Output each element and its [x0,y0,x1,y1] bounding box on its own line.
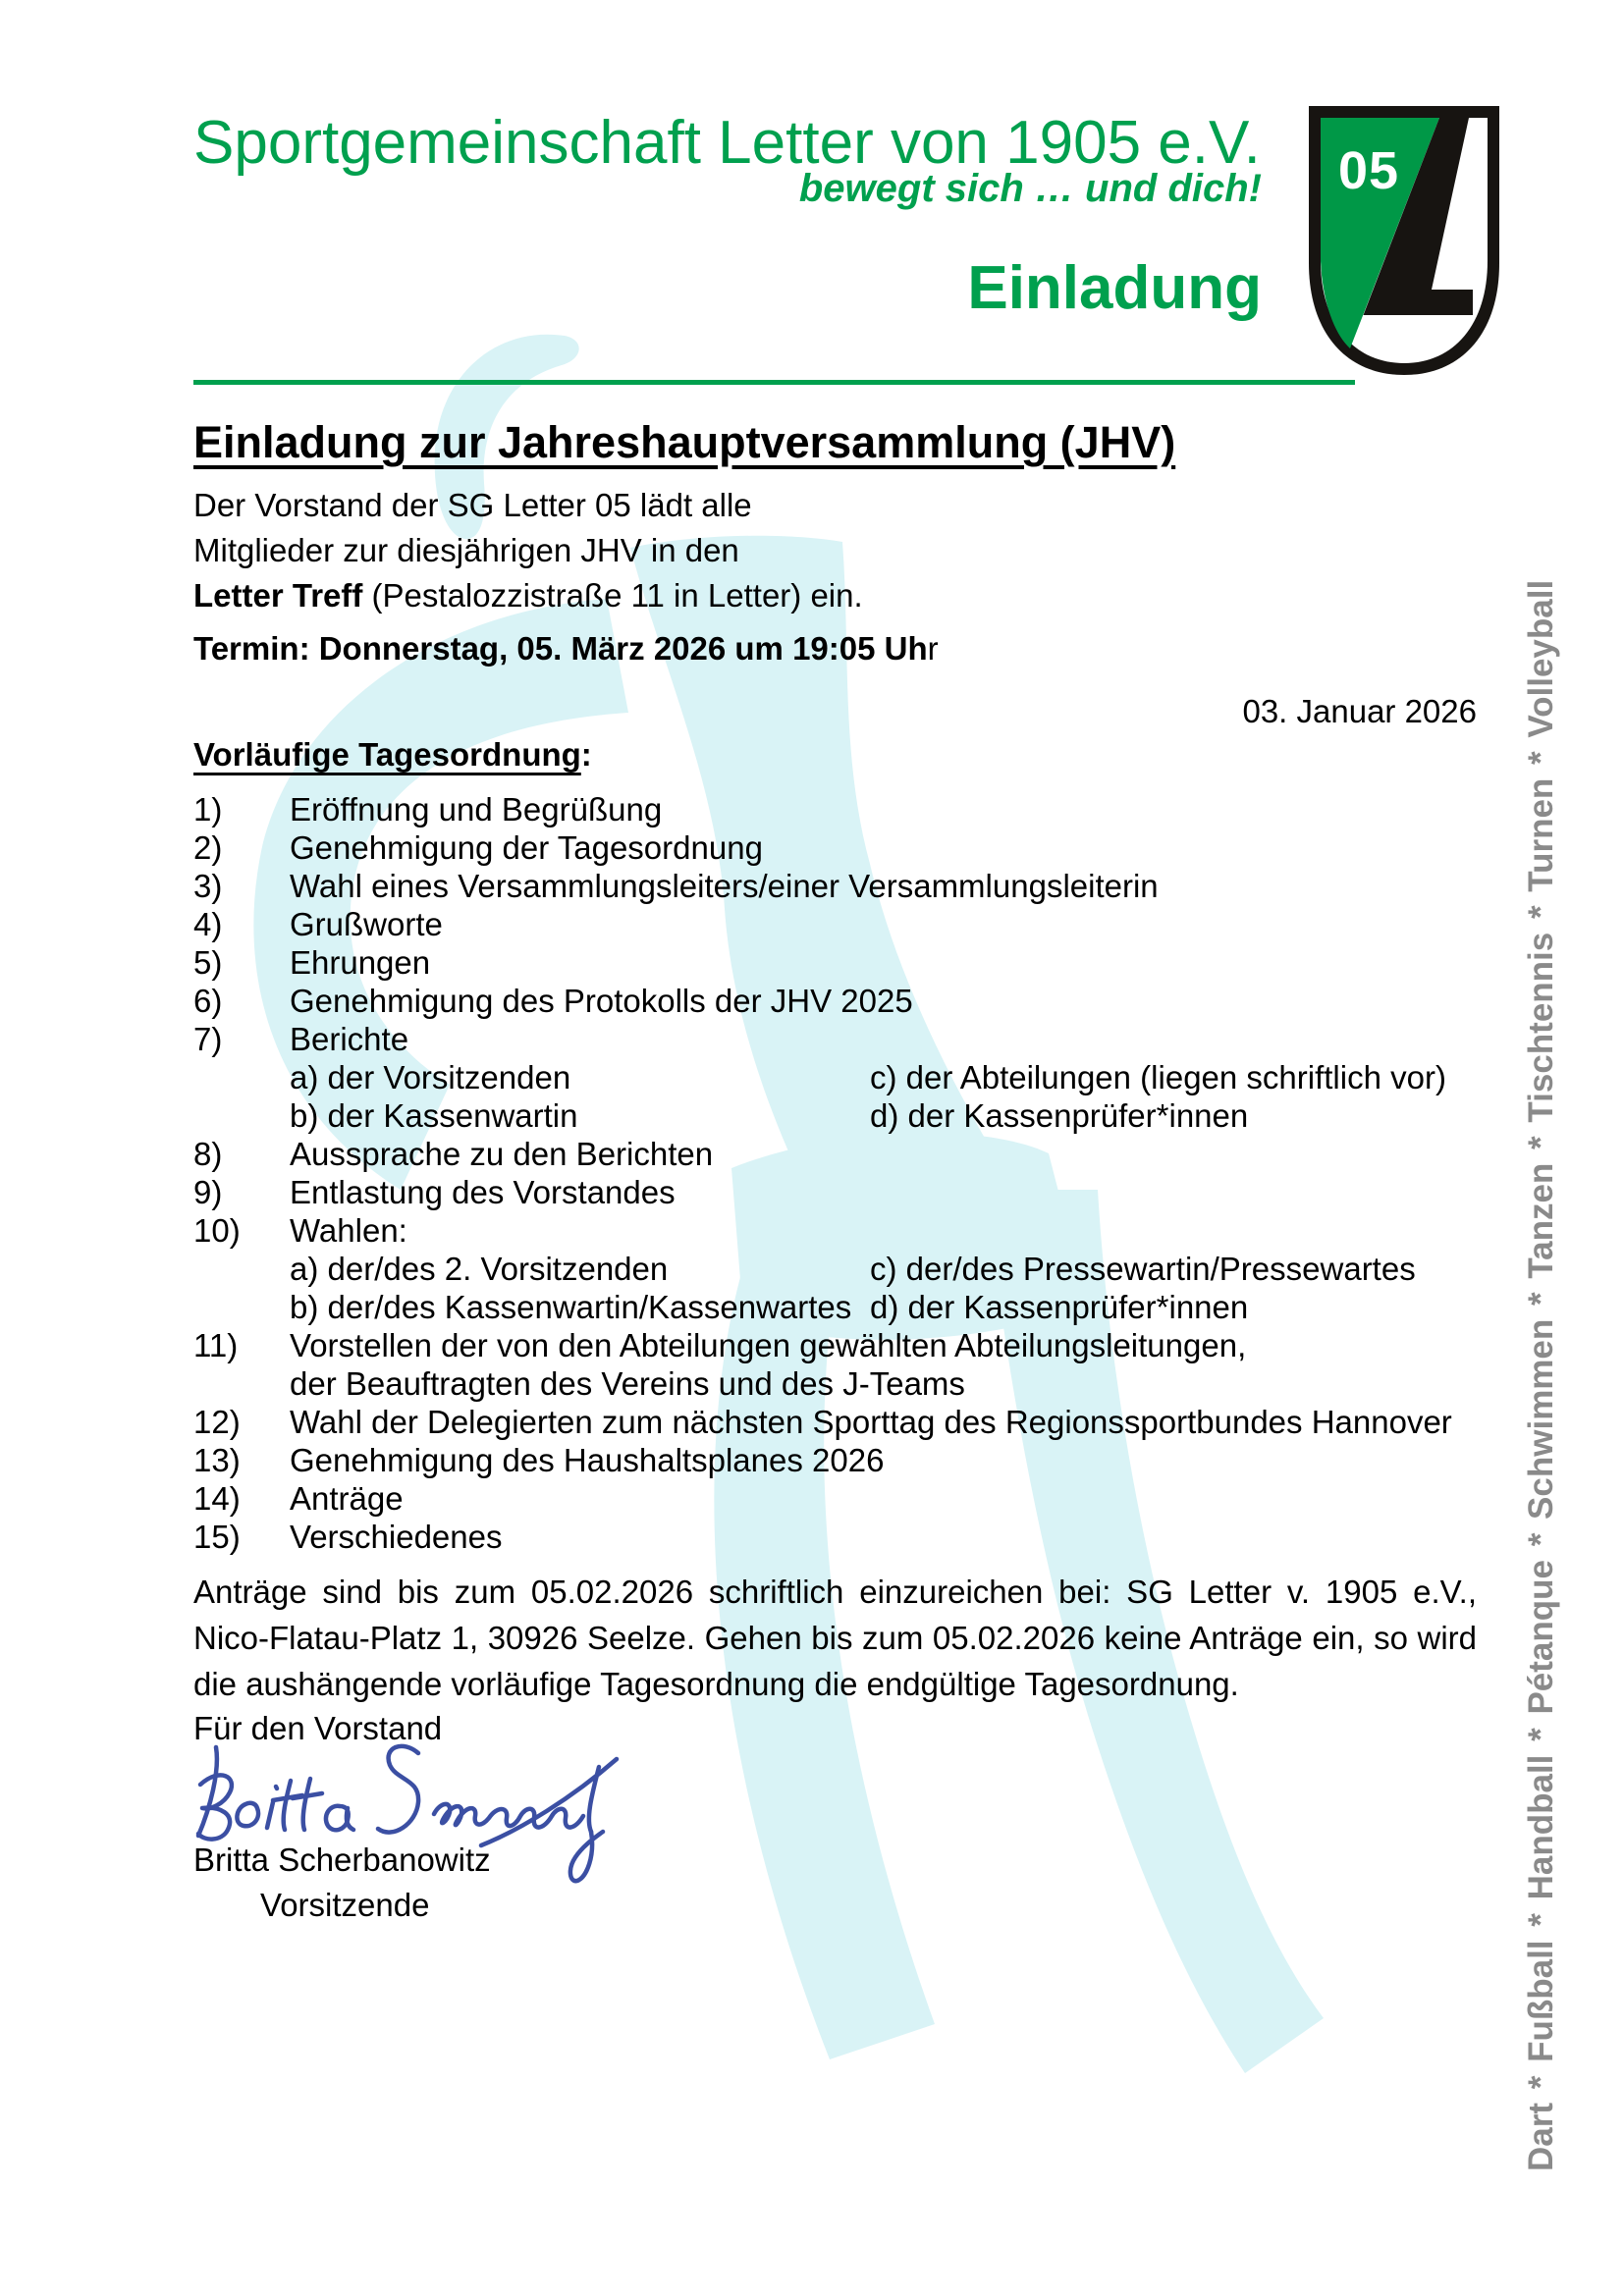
agenda-item: 2) Genehmigung der Tagesordnung [193,829,763,866]
agenda-item-continuation: der Beauftragten des Vereins und des J-Teams [290,1365,965,1402]
agenda-subitem-row: b) der/des Kassenwartin/Kassenwartes d) der Kassenprüfer*innen [290,1289,1249,1325]
agenda-item: 14) Anträge [193,1480,404,1517]
club-name: Sportgemeinschaft Letter von 1905 e.V. [193,109,1261,177]
agenda-heading: Vorläufige Tagesordnung: [193,736,592,773]
intro-line-2: Mitglieder zur diesjährigen JHV in den [193,532,739,568]
intro-line-1: Der Vorstand der SG Letter 05 lädt alle [193,487,752,523]
agenda-item: 15) Verschiedenes [193,1519,503,1555]
agenda-item: 6) Genehmigung des Protokolls der JHV 2025 [193,983,913,1019]
signer-name: Britta Scherbanowitz [193,1842,491,1878]
agenda-item: 10) Wahlen: [193,1212,407,1249]
agenda-item: 5) Ehrungen [193,944,431,981]
page-title: Einladung zur Jahreshauptversammlung (JHV) [193,417,1176,467]
intro-block [193,483,863,618]
sports-sidebar-text: Dart * Fußball * Handball * Pétanque * Schwimmen * Tanzen * Tischtennis * Turnen * Volleyball [1522,579,1560,2171]
venue-address: (Pestalozzistraße 11 in Letter) ein. [362,577,863,614]
club-slogan: bewegt sich … und dich! [798,167,1262,210]
agenda-subitem-row: b) der Kassenwartin d) der Kassenprüfer*innen [290,1097,1249,1134]
doc-type-heading: Einladung [967,254,1262,322]
meeting-date-line: Termin: Donnerstag, 05. März 2026 um 19:05 Uhr [193,630,939,667]
agenda-item: 13) Genehmigung des Haushaltsplanes 2026 [193,1442,885,1478]
agenda-item: 7) Berichte [193,1021,409,1057]
motions-paragraph: Anträge sind bis zum 05.02.2026 schriftlich einzureichen bei: SG Letter v. 1905 e.V., Nico-Flatau-Platz 1, 30926 Seelze. Gehen bis zum 05.02.2026 keine Anträge ein, so wird die aushängende vorläufige Tagesordnung die endgültige Tagesordnung. [193,1574,1477,1702]
agenda-item: 1) Eröffnung und Begrüßung [193,791,663,828]
agenda-item: 12) Wahl der Delegierten zum nächsten Sporttag des Regionssportbundes Hannover [193,1404,1452,1440]
header-divider [193,380,1355,385]
agenda-subitem-row: a) der Vorsitzenden c) der Abteilungen (liegen schriftlich vor) [290,1059,1446,1095]
agenda-item: 8) Aussprache zu den Berichten [193,1136,714,1172]
agenda-item: 9) Entlastung des Vorstandes [193,1174,676,1210]
letter-date: 03. Januar 2026 [1242,693,1477,729]
agenda-subitem-row: a) der/des 2. Vorsitzenden c) der/des Pressewartin/Pressewartes [290,1251,1416,1287]
intro-line-3 [193,573,863,618]
club-crest-icon [1309,106,1499,375]
signer-role: Vorsitzende [260,1887,430,1923]
crest-number: 05 [1338,141,1400,200]
agenda-list [193,791,1480,1557]
agenda-item: 11) Vorstellen der von den Abteilungen gewählten Abteilungsleitungen, [193,1327,1247,1363]
agenda-item: 4) Grußworte [193,906,443,942]
venue-name: Letter Treff [193,577,363,614]
for-board-line: Für den Vorstand [193,1710,443,1746]
agenda-item: 3) Wahl eines Versammlungsleiters/einer Versammlungsleiterin [193,868,1159,904]
